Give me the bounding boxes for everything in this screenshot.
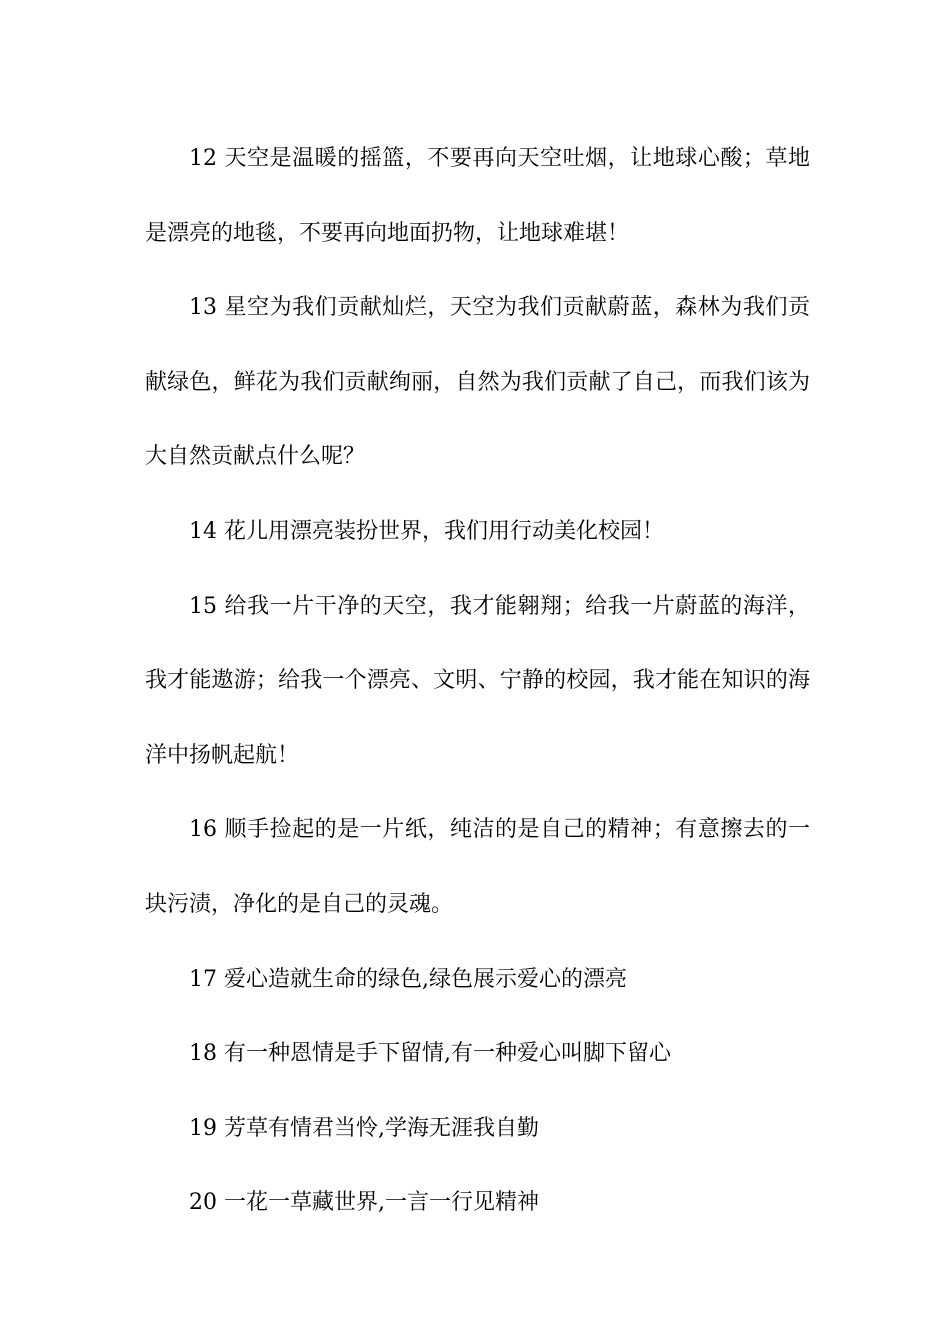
paragraph-15: 15 给我一片干净的天空，我才能翱翔；给我一片蔚蓝的海洋，我才能遨游；给我一个漂亮、文明、宁静的校园，我才能在知识的海洋中扬帆起航！ [145, 593, 810, 768]
paragraph-19: 19 芳草有情君当怜,学海无涯我自勤 [189, 1115, 539, 1141]
paragraph-16: 16 顺手捡起的是一片纸，纯洁的是自己的精神；有意擦去的一块污渍，净化的是自己的灵魂。 [145, 817, 810, 917]
paragraph-14: 14 花儿用漂亮装扮世界，我们用行动美化校园！ [189, 518, 664, 544]
paragraph-13: 13 星空为我们贡献灿烂，天空为我们贡献蔚蓝，森林为我们贡献绿色，鲜花为我们贡献绚丽，自然为我们贡献了自己，而我们该为大自然贡献点什么呢？ [145, 295, 810, 470]
document-body [145, 122, 810, 1241]
paragraph-18: 18 有一种恩情是手下留情,有一种爱心叫脚下留心 [189, 1041, 671, 1067]
paragraph-17: 17 爱心造就生命的绿色,绿色展示爱心的漂亮 [189, 966, 627, 992]
paragraph-12: 12 天空是温暖的摇篮，不要再向天空吐烟，让地球心酸；草地是漂亮的地毯，不要再向地面扔物，让地球难堪！ [145, 146, 810, 246]
paragraph-20: 20 一花一草藏世界,一言一行见精神 [189, 1190, 539, 1216]
